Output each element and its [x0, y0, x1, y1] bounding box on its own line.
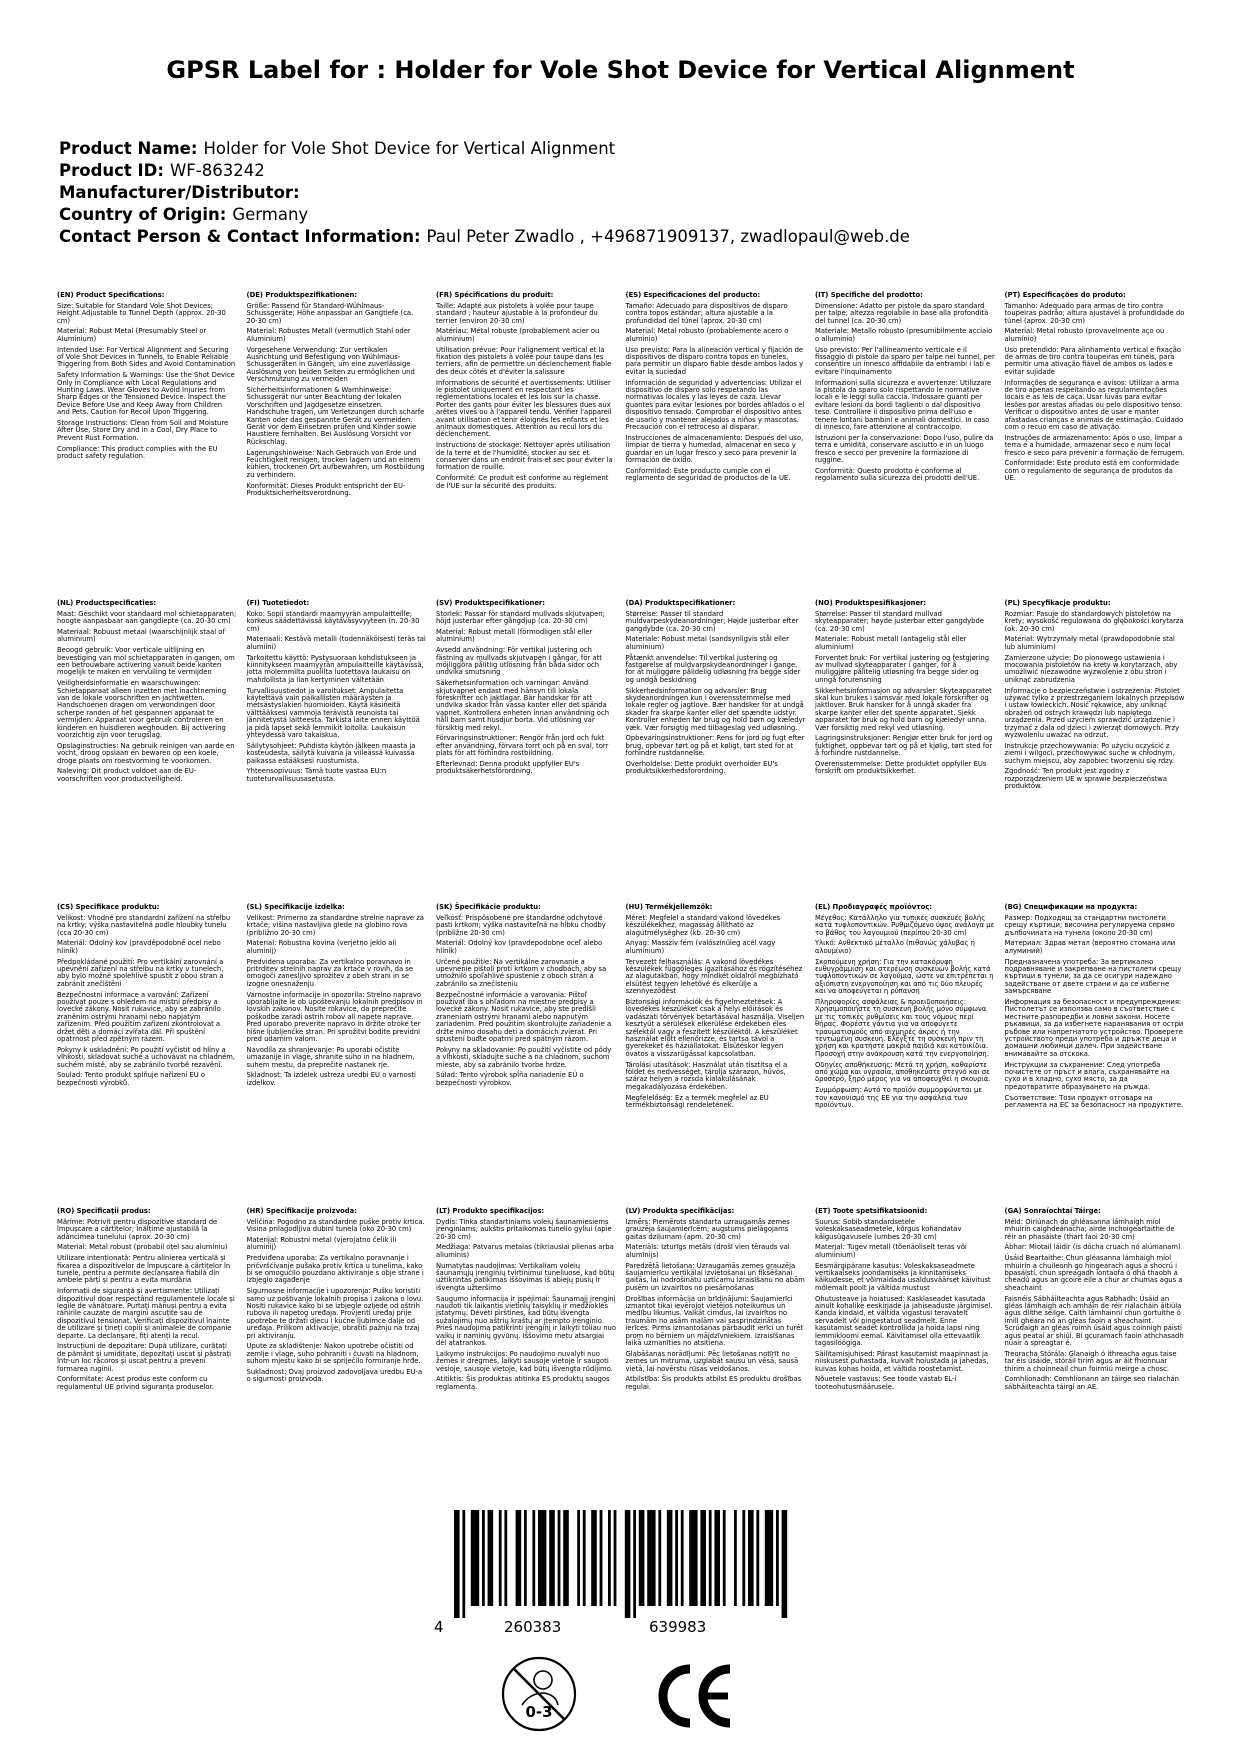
barcode-bar: [504, 1510, 507, 1606]
product-name-row: [59, 138, 1189, 160]
language-block: [1005, 1208, 1185, 1395]
origin-label: Country of Origin:: [59, 205, 227, 224]
contact-label: Contact Person & Contact Information:: [59, 227, 421, 246]
language-row: [57, 904, 1187, 1124]
language-paragraph: Saugumo informacija ir įspėjimai: Šaunamąjį įrenginį naudoti tik laikantis vietinių taisyklių ir medžioklės įstatymų. Dėvėti pirštines, kad būtų išvengta sužalojimų nuo aštrių kraštų ar įtempto įrenginio. Prieš naudojimą patikrinti įrenginį ir laikyti toliau nuo vaikų ir naminių gyvūnų. Iššovimo metu atsargiai dėl atatrankos.: [436, 1294, 617, 1348]
language-paragraph: Conformità: Questo prodotto è conforme al regolamento sulla sicurezza dei prodotti dell'UE.: [815, 466, 980, 483]
language-heading: (SK) Špecifikácie produktu:: [436, 903, 541, 911]
language-paragraph: Πληροφορίες ασφάλειας & προειδοποιήσεις: Χρησιμοποιήστε τη συσκευή βολής μόνο σύμφωνα με τις τοπικές ρυθμίσεις και τους νόμους περί θήρας. Φορέστε γάντια για να αποφύγετε τραυματισμούς από αιχμηρές άκρες ή την τεντωμένη συσκευή. Ελέγξτε τη συσκευή πριν τη χρήση και κρατήστε μακριά παιδιά και κατοικίδια. Προσοχή στην ανάκρουση κατά την ενεργοποίηση.: [815, 998, 989, 1058]
language-paragraph: Turvallisuustiedot ja varoitukset: Ampulaitetta käytettävä vain paikallisten määräysten ja metsästyslakien huomioiden. Käytä käsineitä välttääksesi vammoja terävistä reunoista tai jännitetystä laitteesta. Tarkista laite ennen käyttöä ja pidä lapset sekä lemmikit loitolla. Laukaisun yhteydessä varo takaiskua.: [246, 686, 420, 740]
product-info: [59, 138, 1189, 248]
language-paragraph: Μέγεθος: Κατάλληλο για τυπικές συσκευές βολής κατά τυφλοποντικών. Ρυθμιζόμενο ύψος ανάλογα με το βάθος του λαγουμιού (περίπου 20-30 cm): [815, 913, 995, 937]
language-paragraph: Vorgesehene Verwendung: Zur vertikalen Ausrichtung und Befestigung von Wühlmaus-Schussgeräten in Gängen, um eine zuverlässige Auslösung von beiden Seiten zu ermöglichen und Verschmutzung zu vermeiden: [246, 345, 415, 384]
language-paragraph: Dydis: Tinka standartiniams voleių šaunamiesiems įrenginiams; aukštis pritaikomas tunelio gyliui (apie 20-30 cm): [436, 1217, 612, 1241]
product-id-row: [59, 160, 1189, 182]
language-paragraph: Съответствие: Този продукт отговаря на регламента на ЕС за безопасност на продуктите.: [1004, 1093, 1184, 1110]
language-paragraph: Materiale: Robust metall (antagelig stål eller aluminium): [815, 635, 967, 651]
language-paragraph: Overholdelse: Dette produkt overholder EU's produktsikkerhedsforordning.: [625, 760, 778, 776]
barcode-bar: [681, 1510, 684, 1606]
language-paragraph: Megfelelőség: Ez a termék megfelel az EU termékbiztonsági rendeletének.: [625, 1093, 769, 1110]
language-paragraph: Veličina: Pogodno za standardne puške protiv krtica. Visina prilagodljiva dubini tunela (oko 20-30 cm): [246, 1217, 425, 1234]
language-paragraph: Tarkoitettu käyttö: Pystysuoraan kohdistukseen ja kiinnitykseen maamyyrän ampulaitteille käytävissä, jotta molemmilta puolilta luotettava laukaisu on mahdollista ja lian kertyminen vältetään: [246, 653, 424, 684]
language-paragraph: Utilisation prévue: Pour l'alignement vertical et la fixation des pistolets à volée pour taupe dans les terriers, afin de permettre un déclenchement fiable des deux côtés et d'éviter la salissure: [436, 345, 612, 376]
language-paragraph: Ohutusteave ja hoiatused: Kasklaseadet kasutada ainult kohalike eeskirjade ja jahiseaduste järgimisel. Kanda kindaid, et vältida vigastusi teravatelt servadelt või pingestatud seadmelt. Enne kasutamist seadet kontrollida ja hoida lapsi ning lemmikloomi eemal. Käivitamisel olla ettevaatlik tagasilöögiga.: [815, 1294, 993, 1348]
language-paragraph: Tervezett felhasználás: A vakond lövedékes készülékek függőleges igazításához és rögzítéséhez az alagutakban, hogy mindkét oldalról megbízható elsütést tegyen lehetővé és elkerülje a szennyeződést: [625, 957, 803, 996]
language-paragraph: Material: Metal robusto (probablemente acero o aluminio): [625, 327, 789, 343]
language-paragraph: Predviđena uporaba: Za vertikalno poravnanje i pričvršćivanje pušaka protiv krtica u tunelima, kako bi se omogućilo pouzdano aktiviranje s obje strane i izbjeglo zagađenje: [246, 1254, 424, 1285]
ce-mark-icon: [650, 1661, 740, 1731]
language-paragraph: Veľkosť: Prispôsobené pre štandardné odchytové pasti krtkom; výška nastaviteľná na hĺbku chodby (približne 20-30 cm): [436, 913, 606, 937]
language-heading: (FI) Tuotetiedot:: [246, 599, 310, 607]
language-paragraph: Izmērs: Piemērots standarta uzraugamās zemes grauzēja šaujamierīcēm; augstums pielāgojams gaitas dziļumam (apm. 20-30 cm): [625, 1217, 790, 1241]
language-paragraph: Navodila za shranjevanje: Po uporabi očistite umazanije in vlage, shranite suho in na hladnem, suhem mestu, da preprečite nastanek rje.: [246, 1045, 415, 1069]
barcode-bar: [776, 1510, 779, 1606]
language-paragraph: Säilytysohjeet: Puhdista käytön jälkeen maasta ja kosteudesta, säilytä kuivana ja viileässä kuivassa paikassa estääksesi ruostumista.: [246, 741, 416, 765]
language-paragraph: Naleving: Dit product voldoet aan de EU-voorschriften voor productveiligheid.: [57, 767, 197, 783]
language-block: [1005, 904, 1185, 1113]
language-paragraph: Úsáid Beartaithe: Chun gléasanna lámhaigh míol mhuirín a chuileonh go hingearach agus a shocrú i bpasáistí, chun spreagadh iontaofa ó dhá thaobh a cheadú agus an gcoire eile a chur ar chumas agus a sheachaint: [1004, 1254, 1183, 1292]
origin-row: [59, 204, 1189, 226]
language-paragraph: Size: Suitable for Standard Vole Shot Devices; Height Adjustable to Tunnel Depth (approx. 20-30 cm): [57, 301, 226, 325]
language-paragraph: Určené použitie: Na vertikálne zarovnanie a upevnenie pištolí proti krtkom v chodbách, aby sa umožnilo spoľahlivé spustenie z oboch strán a zabránilo sa znečisteniu: [436, 957, 607, 988]
barcode-bar: [538, 1510, 546, 1606]
language-row: [57, 1208, 1187, 1428]
language-block: [1005, 292, 1185, 486]
barcode-bar: [756, 1510, 759, 1606]
barcode-bar: [639, 1510, 645, 1606]
barcode-bar: [532, 1510, 535, 1606]
barcode-bar: [748, 1510, 754, 1606]
language-heading: (DE) Produktspezifikationen:: [246, 291, 358, 299]
barcode-bar: [608, 1510, 611, 1606]
barcode-first-digit: 4: [434, 1618, 444, 1636]
language-heading: (LT) Produkto specifikacijos:: [436, 1207, 545, 1215]
barcode-bar: [549, 1510, 555, 1606]
barcode-bar: [625, 1510, 631, 1618]
language-heading: (PT) Especificações do produto:: [1004, 291, 1126, 299]
manufacturer-row: [59, 182, 1189, 204]
language-block: [247, 1208, 427, 1387]
language-paragraph: Beoogd gebruik: Voor verticale uitlijning en bevestiging van mol schietapparaten in gangen, om een betrouwbare activering vanuit beide kanten mogelijk te maken en vervuiling te vermijden: [57, 646, 235, 677]
language-paragraph: Uso pretendido: Para alinhamento vertical e fixação de armas de tiro contra toupeiras em túneis, para permitir uma ativação fiável de ambos os lados e evitar sujidade: [1004, 345, 1182, 376]
language-paragraph: Instrukcje przechowywania: Po użyciu oczyścić z ziemi i wilgoci, przechowywać suche w chłodnym, suchym miejscu, aby zapobiec tworzeniu się rdzy.: [1004, 741, 1175, 765]
language-paragraph: Størrelse: Passer til standard muldvarpeskydeanordninger; Højde justerbar efter gangdybde (ca. 20-30 cm): [625, 609, 799, 633]
language-paragraph: Σκοπούμενη χρήση: Για την κατακόρυφη ευθυγράμμιση και στερέωση συσκευών βολής κατά τυφλοποντικών σε λαγούμια, ώστε να επιτρέπεται η αξιόπιστη ενεργοποίηση και από τις δύο πλευρές και να αποφεύγεται η ρύπανση: [815, 957, 994, 996]
language-paragraph: Materiál: Odolný kov (pravdepodobne oceľ alebo hliník): [436, 939, 603, 955]
barcode-bar: [454, 1510, 460, 1618]
compliance-marks: [500, 1655, 740, 1735]
language-heading: (EL) Προδιαγραφές προϊόντος:: [815, 903, 933, 911]
language-paragraph: Material: Robust metall (förmodligen stål eller aluminium): [436, 628, 593, 644]
language-paragraph: Tamaño: Adecuado para dispositivos de disparo contra topos estándar; altura ajustable a la profundidad del túnel (aprox. 20-30 cm): [625, 301, 788, 325]
age-warning-icon: [500, 1655, 578, 1733]
language-paragraph: Lagringsinstruksjoner: Rengjør etter bruk for jord og fuktighet, oppbevar tørt og på et kjølig, tørt sted for å forhindre rustdannelse.: [815, 734, 993, 758]
language-block: [626, 600, 806, 779]
barcode-bar: [633, 1510, 636, 1618]
barcode-bar: [734, 1510, 737, 1606]
barcode-bar: [709, 1510, 712, 1606]
language-block: [815, 292, 995, 486]
language-paragraph: Safety Information & Warnings: Use the Shot Device Only in Compliance with Local Regulations and Hunting Laws. Wear Gloves to Avoid Injuries from Sharp Edges or the Tensioned Device. Inspect the Device Before Use and Keep Away from Children and Pets. Caution for Recoil Upon Triggering.: [57, 371, 235, 417]
language-block: [57, 292, 237, 464]
language-heading: (RO) Specificații produs:: [57, 1207, 151, 1215]
language-paragraph: Informazioni sulla sicurezza e avvertenze: Utilizzare la pistola da sparo solo rispettando le normative locali e le leggi sulla caccia. Indossare guanti per evitare lesioni da bordi taglienti o dal dispositivo teso. Controllare il dispositivo prima dell'uso e tenere lontani bambini e animali domestici. In caso di innesco, fare attenzione al contraccolpo.: [815, 378, 992, 432]
language-paragraph: Súlad: Tento výrobok spĺňa nariadenie EÚ o bezpečnosti výrobkov.: [436, 1071, 584, 1087]
barcode-bar: [462, 1510, 465, 1618]
language-block: [436, 600, 616, 779]
product-name-label: Product Name:: [59, 139, 198, 158]
language-block: [626, 1208, 806, 1395]
language-paragraph: Material: Robustna kovina (verjetno jeklo ali aluminij): [246, 939, 397, 955]
product-id-label: Product ID:: [59, 161, 164, 180]
language-paragraph: Treoracha Stórála: Glanaigh ó ithreacha agus taise tar éis úsáide, stóráil tirim agus ar áit fhionnuar thirim a choinneail chun foirmiú meirge a chosc.: [1004, 1349, 1177, 1373]
barcode-bar: [689, 1510, 697, 1606]
language-paragraph: Drošības informācija un brīdinājumi: Šaujamierīci izmantot tikai ievērojot vietējos noteikumus un medību likumus. Valkāt cimdus, lai izvairītos no traumām no asām malām vai sasprindzinātas ierīces. Pirms izmantošanas pārbaudīt ierīci un turēt prom no bērniem un mājdzīvniekiem. Izraisīšanas laikā uzmanīties no atsitiena.: [625, 1294, 804, 1348]
language-paragraph: Storage Instructions: Clean from Soil and Moisture After Use, Store Dry and in a Cool, Dry Place to Prevent Rust Formation.: [57, 419, 229, 442]
language-block: [57, 1208, 237, 1395]
language-paragraph: Material: Metal robust (probabil oțel sau aluminiu): [57, 1243, 228, 1252]
language-paragraph: Intended Use: For Vertical Alignment and Securing of Vole Shot Devices in Tunnels, to Enable Reliable Triggering from Both Sides and Avoid Contamination: [57, 345, 236, 369]
product-name: Holder for Vole Shot Device for Vertical Alignment: [203, 139, 616, 158]
barcode-bar: [765, 1510, 773, 1606]
origin: Germany: [232, 205, 309, 224]
language-heading: (IT) Specifiche del prodotto:: [815, 291, 923, 299]
language-block: [57, 600, 237, 787]
barcode-bar: [524, 1510, 527, 1606]
barcode-bar: [614, 1510, 617, 1606]
language-paragraph: Förvaringsinstruktioner: Rengör från jord och fukt efter användning, förvara torrt och på en sval, torr plats för att förhindra rostbildning.: [436, 734, 609, 758]
barcode-right-digits: 639983: [649, 1618, 707, 1636]
language-paragraph: Materijal: Robustni metal (vjerojatno čelik ili aluminij): [246, 1236, 397, 1252]
language-paragraph: Материал: Здрав метал (вероятно стомана или алуминий): [1004, 939, 1176, 955]
language-paragraph: Material: Metal robusto (provavelmente aço ou alumínio): [1004, 327, 1165, 343]
language-paragraph: Glabāšanas norādījumi: Pēc lietošanas notīrīt no zemes un mitruma, uzglabāt sausu un vēsā, sausā vietā, lai novērstu rūsas veidošanos.: [625, 1349, 799, 1373]
language-paragraph: Instruções de armazenamento: Após o uso, limpar a terra e a humidade, armazenar seco e num local fresco e seco para prevenir a formação de ferrugem.: [1004, 433, 1185, 457]
language-row: [57, 600, 1187, 820]
language-heading: (FR) Spécifications du produit:: [436, 291, 554, 299]
barcode-bar: [583, 1510, 586, 1606]
language-paragraph: Instrucciones de almacenamiento: Después del uso, limpiar de tierra y humedad, almacenar en seco y guardar en un lugar fresco y seco para prevenir la formación de óxido.: [625, 433, 804, 465]
language-paragraph: Upute za skladištenje: Nakon upotrebe očistiti od zemlje i vlage, suho pohraniti i čuvati na hladnom, suhom mjestu kako bi se spriječilo formiranje hrđe.: [246, 1342, 421, 1366]
language-paragraph: Skladnost: Ta izdelek ustreza uredbi EU o varnosti izdelkov.: [246, 1071, 416, 1087]
language-paragraph: Maat: Geschikt voor standaard mol schietapparaten; hoogte aanpasbaar aan gangdiepte (ca. 20-30 cm): [57, 609, 237, 626]
manufacturer-label: Manufacturer/Distributor:: [59, 183, 300, 202]
barcode-bar: [782, 1510, 788, 1618]
language-paragraph: Информация за безопасност и предупреждения: Пистолетът се използва само в съответствие с местните разпоредби и ловни закони. Носете ръкавици, за да избегнете наранявания от остри ръбове или напрегнатото устройство. Проверете устройството преди употреба и дръжте деца и домашни любимци далеч. При задействане внимавайте за отскока.: [1004, 998, 1184, 1058]
language-paragraph: Materiaali: Kestävä metalli (todennäköisesti teräs tai alumiini): [246, 635, 426, 651]
language-paragraph: Conformité: Ce produit est conforme au règlement de l'UE sur la sécurité des produits.: [436, 474, 609, 490]
language-paragraph: Utilizare intenționată: Pentru alinierea verticală și fixarea a dispozitivelor de împușcare a cârtițelor în tunele, pentru a permite declanșarea fiabilă din ambele părți și pentru a evita murdăria: [57, 1254, 231, 1285]
language-block: [247, 600, 427, 787]
language-paragraph: Mărime: Potrivit pentru dispozitive standard de împușcare a cârtițelor; Înălțime ajustabilă la adâncimea tunelului (aprox. 20-30 cm): [57, 1217, 218, 1241]
language-paragraph: Tárolási utasítások: Használat után tisztítsa el a földet és nedvességet, tárolja szárazon, hűvös, száraz helyen a rozsda kialakulásának megakadályozása érdekében.: [625, 1060, 788, 1091]
language-paragraph: Opslaginstructies: Na gebruik reinigen van aarde en vocht, droog opslaan en bewaren op een koele, droge plaats om roestvorming te voorkomen.: [57, 741, 235, 765]
barcode-bar: [675, 1510, 678, 1606]
language-paragraph: Eesmärgipärane kasutus: Voleskaksaseadmete vertikaalseks joondamiseks ja kinnitamiseks käikudesse, et võimaldada usaldusväärset käivitust mõlemalt poolt ja vältida mustust: [815, 1261, 991, 1292]
language-paragraph: Materjal: Tugev metall (tõenäoliselt teras või alumiinium): [815, 1243, 967, 1259]
language-paragraph: Instrucțiuni de depozitare: După utilizare, curățați de pământ și umiditate, depozitați uscat și păstrați într-un loc răcoros și uscat pentru a preveni formarea ruginii.: [57, 1342, 231, 1373]
language-heading: (GA) Sonraíochtaí Táirge:: [1004, 1207, 1101, 1215]
language-paragraph: Yhteensopivuus: Tämä tuote vastaa EU:n tuoteturvallisuusasetusta.: [246, 767, 387, 783]
language-heading: (HU) Termékjellemzők:: [625, 903, 713, 911]
language-paragraph: Instructions de stockage: Nettoyer après utilisation de la terre et de l'humidité, stocker au sec et conserver dans un endroit frais et sec pour éviter la formation de rouille.: [436, 441, 613, 472]
language-paragraph: Οδηγίες αποθήκευσης: Μετά τη χρήση, καθαρίστε από χώμα και υγρασία, αποθηκεύστε στεγνό και σε δροσερό, ξηρό μέρος για να αποφευχθεί η σκουριά.: [815, 1060, 991, 1084]
barcode-bar: [723, 1510, 726, 1606]
language-heading: (NL) Productspecificaties:: [57, 599, 157, 607]
page-title: GPSR Label for : Holder for Vole Shot Device for Vertical Alignment: [166, 56, 1075, 84]
language-paragraph: Faisnéis Sábháilteachta agus Rabhadh: Úsáid an gléas lámhaigh ach amháin de réir rialacháin áitiúla agus dlíthe seilge. Caith lámhainní chun gortuithe ó imill ghéara nó an gléas faoin a sheachaint. Scrúdaigh an gléas roimh úsáid agus coinnigh páistí agus peataí ar shiúl. Bí gcuramach faoin athchasadh nuair a spreagtar é.: [1004, 1294, 1184, 1348]
language-heading: (PL) Specyfikacje produktu:: [1004, 599, 1111, 607]
language-paragraph: Información de seguridad y advertencias: Utilizar el dispositivo de disparo solo respetando las normativas locales y las leyes de caza. Llevar guantes para evitar lesiones por bordes afilados o el dispositivo tensado. Comprobar el dispositivo antes de usarlo y mantener alejados a niños y mascotas. Precaución con el retroceso al disparar.: [625, 378, 805, 432]
language-paragraph: Opbevaringsinstruktioner: Rens for jord og fugt efter brug, opbevar tørt og på et køligt, tørt sted for at forhindre rustdannelse.: [625, 734, 805, 758]
barcode-bar: [667, 1510, 673, 1606]
language-paragraph: Laikymo instrukcijos: Po naudojimo nuvalyti nuo žemės ir drėgmės, laikyti sausoje vietoje ir saugoti vėsioje, sausoje vietoje, kad būtų išvengta rūdijimo.: [436, 1349, 613, 1373]
language-paragraph: Predvidena uporaba: Za vertikalno poravnavo in pritrditev strelnih naprav za krtače v rovih, da se omogoči zanesljivo sprožitev z obeh strani in se izogne onesnaženju: [246, 957, 414, 988]
language-paragraph: Méret: Megfelel a standard vakond lövedékes készülékekhez; magasság állítható az alagútmélységhez (kb. 20-30 cm): [625, 913, 781, 937]
barcode-bar: [658, 1510, 661, 1606]
language-paragraph: Efterlevnad: Denna produkt uppfyller EU's produktsäkerhetsförordning.: [436, 760, 580, 776]
language-paragraph: Υλικό: Ανθεκτικό μέταλλο (πιθανώς χάλυβας ή αλουμίνιο): [815, 939, 975, 955]
language-paragraph: Méid: Oiriúnach do ghléasanna lámhaigh míol mhuirín caighdeánacha; airde inchoigeartaithe de réir an phasáiste (thart faoi 20-30 cm): [1004, 1217, 1175, 1241]
language-paragraph: Storlek: Passar för standard mullvads skjutvapen; höjd justerbar efter gångdjup (ca. 20-30 cm): [436, 609, 605, 626]
language-paragraph: Pokyny na skladovanie: Po použití vyčistite od pôdy a vlhkosti, skladujte suché a na chladnom, suchom mieste, aby sa zabránilo tvorbe hrdze.: [436, 1045, 612, 1069]
language-paragraph: Bezpečnostní informace a varování: Zařízení používat pouze s ohledem na místní předpisy a lovecké zákony. Nosit rukavice, aby se zabránilo zraněním ostrými hranami nebo napjatým zařízením. Před použitím zařízení zkontrolovat a držet děti a domácí zvířata dál. Při spuštění opatrnost před zpětným rázem.: [57, 990, 221, 1044]
language-paragraph: Инструкции за съхранение: След употреба почистете от пръст и влага, съхранявайте на сухо и в хладно, сухо място, за да предотвратите образуването на ръжда.: [1004, 1060, 1170, 1091]
language-heading: (LV) Produkta specifikācijas:: [625, 1207, 735, 1215]
language-paragraph: Overensstemmelse: Dette produktet oppfyller EUs forskrift om produktsikkerhet.: [815, 760, 987, 776]
language-paragraph: Atbilstība: Šis produkts atbilst ES produktu drošības regulai.: [625, 1375, 802, 1391]
language-paragraph: Taille: Adapté aux pistolets à volée pour taupe standard ; hauteur ajustable à la profondeur du terrier (environ 20-30 cm): [436, 301, 598, 325]
language-paragraph: Soulad: Tento produkt splňuje nařízení EU o bezpečnosti výrobků.: [57, 1071, 206, 1087]
barcode-bar: [647, 1510, 655, 1606]
language-paragraph: Material: Robust Metal (Presumably Steel or Aluminium): [57, 327, 207, 343]
language-paragraph: Varnostne informacije in opozorila: Strelno napravo uporabljajte le ob upoštevanju lokalnih predpisov in lovskih zakonov. Nosite rokavice, da preprečite poškodbe zaradi ostrih robov ali napete naprave. Pred uporabo preverite napravo in držite otroke ter hišne ljubljenčke stran. Pri sprožitvi bodite previdni pred udarnim valom.: [246, 990, 423, 1044]
language-paragraph: Numatytas naudojimas: Vertikaliam voleių šaunamųjų įrenginių tvirtinimui tuneliuose, kad būtų užtikrintas patikimas iššovimas iš abiejų pusių ir išvengta užteršimo: [436, 1261, 615, 1292]
barcode-bar: [714, 1510, 720, 1606]
language-block: [57, 904, 237, 1091]
contact-row: [59, 226, 1189, 248]
language-paragraph: Uso previsto: Para la alineación vertical y fijación de dispositivos de disparo contra topos en túneles, para permitir un disparo fiable desde ambos lados y evitar la suciedad: [625, 345, 804, 376]
language-paragraph: Istruzioni per la conservazione: Dopo l'uso, pulire da terra e umidità, conservare asciutto e in un luogo fresco e secco per prevenire la formazione di ruggine.: [815, 433, 994, 465]
language-paragraph: Material: Robustes Metall (vermutlich Stahl oder Aluminium): [246, 327, 411, 343]
language-paragraph: Zamierzone użycie: Do pionowego ustawienia i mocowania pistoletów na krety w korytarzach, aby umożliwić niezawodne wyzwolenie z obu stron i uniknąć zabrudzenia: [1004, 653, 1178, 684]
language-block: [436, 292, 616, 493]
ean-barcode: [434, 1510, 804, 1640]
language-paragraph: Sukladnost: Ovaj proizvod zadovoljava uredbu EU-a o sigurnosti proizvoda.: [246, 1368, 423, 1384]
barcode-bar: [742, 1510, 745, 1606]
language-paragraph: Säkerhetsinformation och varningar: Använd skjutvapnet endast med hänsyn till lokala föreskrifter och jaktlagar. Bär handskar för att undvika skador från vassa kanter eller det spända vapnet. Kontrollera enheten innan användning och håll barn samt husdjur borta. Vid utlösning var försiktig med rekyl.: [436, 679, 610, 732]
barcode-bar: [499, 1510, 502, 1606]
barcode-bar: [700, 1510, 706, 1606]
language-block: [815, 600, 995, 779]
language-paragraph: Matériau: Métal robuste (probablement acier ou aluminium): [436, 327, 600, 343]
language-paragraph: Anyag: Masszív fém (valószínűleg acél vagy alumínium): [625, 939, 776, 955]
language-row: [57, 292, 1187, 512]
language-paragraph: Forventet bruk: For vertikal justering og festgjøring av mullvad skyteapparater i ganger, for å muliggjøre pålitelig utløsning fra begge sider og unngå forurensning: [815, 653, 990, 684]
language-paragraph: Sikkerhedsinformation og advarsler: Brug skydeanordningen kun i overensstemmelse med lokale regler og jagtlove. Bær handsker for at undgå skader fra skarpe kanter eller det spændte udstyr. Kontroller enheden før brug og hold børn og kæledyr væk. Vær forsigtig med tilbageslag ved udløsning.: [625, 686, 806, 732]
language-heading: (EN) Product Specifications:: [57, 291, 165, 299]
language-paragraph: Sicherheitsinformationen & Warnhinweise: Schussgerät nur unter Beachtung der lokalen Vorschriften und Jagdgesetze einsetzen. Handschuhe tragen, um Verletzungen durch scharfe Kanten oder das gespannte Gerät zu vermeiden. Gerät vor dem Einsetzen prüfen und Kinder sowie Haustiere fernhalten. Bei Auslösung Vorsicht vor Rückschlag.: [246, 386, 425, 446]
language-heading: (DA) Produktspecifikationer:: [625, 599, 736, 607]
language-heading: (CS) Specifikace produktu:: [57, 903, 160, 911]
language-block: [436, 904, 616, 1091]
language-paragraph: Påtænkt anvendelse: Til vertikal justering og fastgørelse af muldvarpskydeanordninger i gange, for at muliggøre pålidelig udløsning fra begge sider og undgå beskidning: [625, 653, 801, 684]
language-paragraph: Uso previsto: Per l'allineamento verticale e il fissaggio di pistole da sparo per talpe nei tunnel, per consentire un innesco affidabile da entrambi i lati e evitare l'inquinamento: [815, 345, 995, 376]
language-paragraph: Avsedd användning: För vertikal justering och fästning av mullvads skjutvapen i gångar, för att möjliggöra pålitlig utlösning från båda sidor och undvika smutsning: [436, 646, 602, 677]
barcode-bar: [516, 1510, 522, 1606]
barcode-bars: [434, 1510, 804, 1618]
language-paragraph: Conformidade: Este produto está em conformidade com o regulamento de segurança de produtos da UE.: [1004, 459, 1180, 483]
language-block: [815, 904, 995, 1113]
language-heading: (SV) Produktspecifikationer:: [436, 599, 546, 607]
language-paragraph: Materiale: Metallo robusto (presumibilmente acciaio o alluminio): [815, 327, 993, 343]
language-paragraph: Předpokládané použití: Pro vertikální zarovnání a upevnění zařízení na střelbu na krtky v tunelech, aby bylo možné spolehlivě spustit z obou stran a zabránit znečištění: [57, 957, 224, 988]
language-paragraph: Informações de segurança e avisos: Utilizar a arma de tiro apenas respeitando as regulamentações locais e as leis de caça. Usar luvas para evitar lesões por arestas afiadas ou pelo dispositivo tenso. Verificar o dispositivo antes de usar e manter afastadas crianças e animais de estimação. Cuidado com o recuo em caso de ativação.: [1004, 378, 1184, 432]
language-paragraph: Konformität: Dieses Produkt entspricht der EU-Produktsicherheitsverordnung.: [246, 481, 406, 498]
language-heading: (NO) Produktspesifikasjoner:: [815, 599, 927, 607]
language-paragraph: Größe: Passend für Standard-Wühlmaus-Schussgeräte; Höhe anpassbar an Gangtiefe (ca. 20-30 cm): [246, 301, 414, 325]
language-paragraph: Atitiktis: Šis produktas atitinka ES produktų saugos reglamentą.: [436, 1375, 610, 1391]
language-paragraph: Tamanho: Adequado para armas de tiro contra toupeiras padrão; altura ajustável à profundidade do túnel (aprox. 20-30 cm): [1004, 301, 1185, 325]
language-paragraph: Paredzētā lietošana: Uzraugamās zemes grauzēja šaujamierīcu vertikālai izvietošanai un fiksēšanai gaitās, lai nodrošinātu uzticamu izraisīšanu no abām pusēm un izvairītos no piesārņošanas: [625, 1261, 805, 1292]
language-paragraph: Ábhar: Miotail láidir (is dócha cruach nó alúmanam): [1004, 1243, 1181, 1252]
language-block: [626, 292, 806, 486]
language-paragraph: Medžiaga: Patvarus metalas (tikriausiai plienas arba aliuminis): [436, 1243, 614, 1259]
language-paragraph: Veiligheidsinformatie en waarschuwingen: Schietapparaat alleen inzetten met inachtneming van de lokale voorschriften en jachtwetten. Handschoenen dragen om verwondingen door scherpe randen of het gespannen apparaat te vermijden. Apparaat voor gebruik controleren en kinderen en huisdieren weghouden. Bij activering voorzichtig zijn voor terugslag.: [57, 679, 227, 740]
language-paragraph: Materiāls: Izturīgs metāls (drošī vien tērauds vai alumīnijs): [625, 1243, 790, 1259]
language-heading: (HR) Specifikacije proizvoda:: [246, 1207, 357, 1215]
language-paragraph: Informations de sécurité et avertissements: Utiliser le pistolet uniquement en respectant les réglementations locales et les lois sur la chasse. Porter des gants pour éviter les blessures dues aux arêtes vives ou à l'appareil tendu. Vérifier l'appareil avant utilisation et tenir éloignés les enfants et les animaux domestiques. Attention au recul lors du déclenchement.: [436, 378, 612, 439]
barcode-bar: [600, 1510, 603, 1606]
language-paragraph: Informații de siguranță și avertismente: Utilizați dispozitivul doar respectând regulamentele locale și legile de vânătoare. Purtați mănuși pentru a evita rănirile cauzate de margini ascuțite sau de dispozitivul tensionat. Verificați dispozitivul înainte de utilizare și țineți copiii și animalele de companie departe. La declanșare, fiți atenți la recul.: [57, 1287, 235, 1340]
barcode-bar: [577, 1510, 580, 1606]
language-paragraph: Rozmiar: Pasuje do standardowych pistoletów na krety; wysokość regulowana do głębokości korytarza (ok. 20-30 cm): [1004, 609, 1184, 633]
barcode-bar: [471, 1510, 479, 1606]
language-paragraph: Conformitate: Acest produs este conform cu regulamentul UE privind siguranța produselor.: [57, 1375, 214, 1391]
barcode-bar: [482, 1510, 485, 1606]
language-paragraph: Materiale: Robust metal (sandsynligvis stål eller aluminium): [625, 635, 789, 651]
language-paragraph: Размер: Подходящ за стандартни пистолети срещу къртици; височина регулируема спрямо дълбочината на тунела (около 20-30 cm): [1004, 913, 1175, 937]
language-paragraph: Dimensione: Adatto per pistole da sparo standard per talpe; altezza regolabile in base alla profondità del tunnel (ca. 20-30 cm): [815, 301, 989, 325]
language-paragraph: Sikkerhetsinformasjon og advarsler: Skyteapparatet skal kun brukes i samsvar med lokale forskrifter og jaktlover. Bruk hansker for å unngå skader fra skarpe kanter eller det spente apparatet. Sjekk apparatet før bruk og hold barn og kjæledyr unna. Vær forsiktig med rekyl ved utløsning.: [815, 686, 992, 732]
language-block: [1005, 600, 1185, 794]
language-paragraph: Conformidad: Este producto cumple con el reglamento de seguridad de productos de la UE.: [625, 466, 791, 483]
language-paragraph: Nõuetele vastavus: See toode vastab EL-i tooteohutusmäärusele.: [815, 1375, 957, 1391]
language-paragraph: Sigurnosne informacije i upozorenja: Pušku koristiti samo uz poštivanje lokalnih propisa i zakona o lovu. Nositi rukavice kako bi se izbjegle ozljede od oštrih rubova ili napetog uređaja. Provjeriti uređaj prije upotrebe te držati djecu i kućne ljubimce dalje od uređaja. Prilikom aktivacije, obratiti pažnju na trzaj pri aktiviranju.: [246, 1287, 424, 1340]
language-paragraph: Velikost: Vhodné pro standardní zařízení na střelbu na krtky; výška nastavitelná podle hloubky tunelu (cca 20-30 cm): [57, 913, 231, 937]
language-paragraph: Lagerungshinweise: Nach Gebrauch von Erde und Feuchtigkeit reinigen, trocken lagern und an einem kühlen, trockenen Ort aufbewahren, um Rostbildung zu verhindern.: [246, 448, 425, 479]
language-heading: (SL) Specifikacije izdelka:: [246, 903, 345, 911]
language-paragraph: Suurus: Sobib standardsetele voleskaksaseadmetele, kõrgus kohandatav käigusügavusele (umbes 20-30 cm): [815, 1217, 962, 1241]
language-paragraph: Materiał: Wytrzymały metal (prawdopodobnie stal lub aluminium): [1004, 635, 1175, 651]
language-paragraph: Materiál: Odolný kov (pravděpodobně ocel nebo hliník): [57, 939, 221, 955]
language-block: [247, 904, 427, 1091]
language-paragraph: Compliance: This product complies with the EU product safety regulation.: [57, 444, 218, 461]
language-block: [815, 1208, 995, 1395]
barcode-left-digits: 260383: [504, 1618, 562, 1636]
age-warning-text: 0-3: [525, 1703, 553, 1721]
language-block: [626, 904, 806, 1113]
language-paragraph: Bezpečnostné informácie a varovania: Pištoľ používať iba s ohľadom na miestne predpisy a lovecké zákony. Nosiť rukavice, aby ste predišli zraneniam ostrými hranami alebo napnutým zariadením. Pred použitím skontrolujte zariadenie a držte mimo dosahu detí a domácich zvierat. Pri spustení buďte opatrní pred spätným rázom.: [436, 990, 612, 1044]
language-paragraph: Συμμόρφωση: Αυτό το προϊόν συμμορφώνεται με τον κανονισμό της ΕΕ για την ασφάλεια των προϊόντων.: [815, 1086, 983, 1110]
language-paragraph: Предназначена употреба: За вертикално подравняване и закрепване на пистолети срещу къртици в тунели, за да се осигури надеждно задействане от двете страни и да се избегне замърсяване: [1004, 957, 1182, 996]
language-heading: (ES) Especificaciones del producto:: [625, 291, 761, 299]
language-block: [247, 292, 427, 501]
language-paragraph: Zgodność: Ten produkt jest zgodny z rozporządzeniem UE w sprawie bezpieczeństwa produktów.: [1004, 767, 1168, 791]
language-paragraph: Biztonsági információk és figyelmeztetések: A lövedékes készüléket csak a helyi előírások és vadászati törvények betartásával használja. Viseljen kesztyűt a sérülések elkerülése érdekében éles szélektől vagy a feszített készüléktől. A készüléket használat előtt ellenőrizze, és tartsa távol a gyerekeket és háziállatokat. Elsütéskor legyen óvatos a visszarúgással kapcsolatban.: [625, 998, 805, 1058]
contact: Paul Peter Zwadlo , +496871909137, zwadlopaul@web.de: [426, 227, 910, 246]
language-heading: (ET) Toote spetsifikatsioonid:: [815, 1207, 928, 1215]
language-block: [436, 1208, 616, 1395]
product-id: WF-863242: [169, 161, 265, 180]
language-paragraph: Størrelse: Passer til standard mullvad skyteapparater; høyde justerbar etter gangdybde (ca. 20-30 cm): [815, 609, 984, 633]
language-heading: (BG) Спецификации на продукта:: [1004, 903, 1138, 911]
barcode-bar: [591, 1510, 597, 1606]
language-paragraph: Informacje o bezpieczeństwie i ostrzeżenia: Pistolet używać tylko z przestrzeganiem lokalnych przepisów i ustaw łowieckich. Nosić rękawice, aby uniknąć obrażeń od ostrych krawędzi lub napiętego urządzenia. Przed użyciem sprawdzić urządzenie i trzymać z dala od dzieci i zwierząt domowych. Przy wyzwoleniu uważać na odrzut.: [1004, 686, 1185, 740]
language-paragraph: Comhlíonadh: Comhlíonann an táirge seo rialachán sábháilteachta táirgí an AE.: [1004, 1375, 1179, 1391]
barcode-bar: [563, 1510, 569, 1606]
language-paragraph: Säilitamisjuhised: Pärast kasutamist maapinnast ja niiskusest puhastada, kuivalt hoiustada ja jahedas, kuivas kohas hoida, et vältida roostetamist.: [815, 1349, 989, 1373]
language-paragraph: Materiaal: Robuust metaal (waarschijnlijk staal of aluminium): [57, 628, 225, 644]
language-paragraph: Pokyny k uskladnění: Po použití vyčistit od hlíny a vlhkosti, skladovat suché a uchovávat na chladném, suchém místě, aby se zabránilo tvorbě rezavění.: [57, 1045, 236, 1069]
language-paragraph: Koko: Sopii standardi maamyyrän ampulaitteille; korkeus säädettävissä käytäväsyvyyteen (n. 20-30 cm): [246, 609, 420, 633]
language-paragraph: Velikost: Primerno za standardne strelne naprave za krtače; višina nastavljiva glede na globino rova (približno 20-30 cm): [246, 913, 424, 937]
barcode-bar: [558, 1510, 561, 1606]
barcode-bar: [488, 1510, 494, 1606]
